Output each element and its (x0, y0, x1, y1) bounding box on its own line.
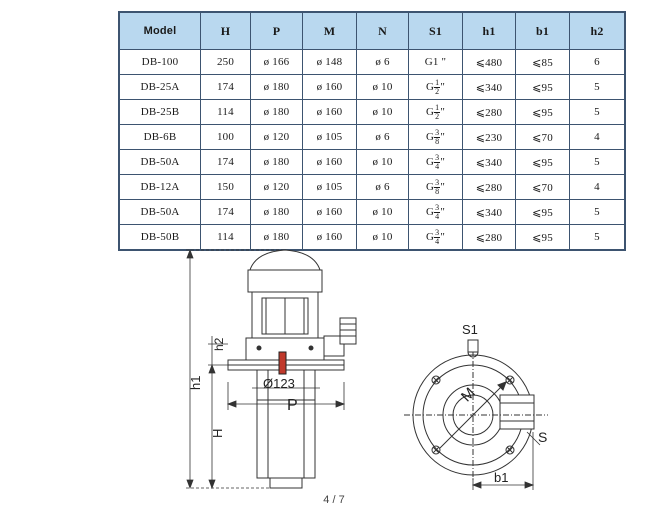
cell-h: 174 (201, 200, 251, 225)
cell-h1: ⩽340 (463, 150, 516, 175)
s1-denominator: 2 (435, 86, 440, 96)
label-P: P (287, 397, 298, 414)
s1-prefix: G (425, 180, 435, 193)
cell-n: ø 6 (357, 125, 409, 150)
pump-top-view (404, 340, 548, 480)
col-header-model: Model (119, 12, 201, 50)
cell-n: ø 6 (357, 50, 409, 75)
s1-prefix: G (425, 230, 435, 243)
pump-side-view (228, 250, 356, 488)
cell-p: ø 180 (251, 100, 303, 125)
cell-h2: 6 (570, 50, 626, 75)
cell-b1: ⩽85 (516, 50, 570, 75)
cell-h1: ⩽340 (463, 200, 516, 225)
col-header-p: P (251, 12, 303, 50)
cell-h2: 5 (570, 200, 626, 225)
cell-m: ø 105 (303, 125, 357, 150)
label-H: H (210, 428, 225, 438)
label-d123: Ø123 (263, 376, 295, 391)
cell-b1: ⩽95 (516, 75, 570, 100)
label-h2: h2 (212, 337, 226, 351)
label-M: M (457, 384, 479, 406)
col-header-h2: h2 (570, 12, 626, 50)
cell-h2: 5 (570, 75, 626, 100)
label-b1: b1 (494, 470, 509, 485)
s1-prefix: G (425, 105, 435, 118)
cell-m: ø 105 (303, 175, 357, 200)
cell-m: ø 160 (303, 200, 357, 225)
cell-p: ø 180 (251, 225, 303, 251)
s1-denominator: 4 (435, 236, 440, 246)
cell-m: ø 148 (303, 50, 357, 75)
cell-h2: 5 (570, 150, 626, 175)
col-header-m: M (303, 12, 357, 50)
s1-numerator: 3 (435, 127, 440, 137)
cell-p: ø 180 (251, 75, 303, 100)
s1-prefix: G (425, 155, 435, 168)
col-header-s1: S1 (409, 12, 463, 50)
s1-numerator: 1 (435, 77, 440, 87)
col-header-b1: b1 (516, 12, 570, 50)
cell-h: 174 (201, 150, 251, 175)
cell-model: DB-6B (119, 125, 201, 150)
cell-p: ø 180 (251, 200, 303, 225)
s1-denominator: 8 (435, 186, 440, 196)
cell-n: ø 10 (357, 150, 409, 175)
cell-model: DB-50A (119, 200, 201, 225)
cell-h: 114 (201, 225, 251, 251)
cell-n: ø 10 (357, 100, 409, 125)
cell-h2: 4 (570, 175, 626, 200)
cell-h1: ⩽280 (463, 100, 516, 125)
cell-b1: ⩽70 (516, 175, 570, 200)
s1-prefix: G1 " (424, 56, 447, 68)
s1-suffix: " (440, 205, 446, 218)
cell-h: 150 (201, 175, 251, 200)
cell-n: ø 10 (357, 75, 409, 100)
cell-b1: ⩽95 (516, 200, 570, 225)
page-number: 4 / 7 (323, 494, 345, 506)
s1-denominator: 4 (435, 211, 440, 221)
cell-h2: 5 (570, 225, 626, 251)
cell-p: ø 166 (251, 50, 303, 75)
s1-denominator: 8 (435, 136, 440, 146)
s1-suffix: " (440, 155, 446, 168)
cell-h2: 5 (570, 100, 626, 125)
cell-m: ø 160 (303, 75, 357, 100)
cell-b1: ⩽95 (516, 225, 570, 251)
s1-numerator: 1 (435, 102, 440, 112)
cell-n: ø 6 (357, 175, 409, 200)
cell-h1: ⩽230 (463, 125, 516, 150)
label-S1: S1 (462, 322, 478, 337)
cell-model: DB-50A (119, 150, 201, 175)
cell-h: 174 (201, 75, 251, 100)
s1-suffix: " (440, 105, 446, 118)
s1-prefix: G (425, 80, 435, 93)
col-header-h1: h1 (463, 12, 516, 50)
s1-numerator: 3 (435, 152, 440, 162)
cell-b1: ⩽95 (516, 100, 570, 125)
s1-numerator: 3 (435, 227, 440, 237)
cell-h1: ⩽480 (463, 50, 516, 75)
label-h1: h1 (188, 375, 203, 390)
cell-n: ø 10 (357, 225, 409, 251)
s1-numerator: 3 (435, 202, 440, 212)
col-header-n: N (357, 12, 409, 50)
cell-h: 100 (201, 125, 251, 150)
s1-suffix: " (440, 80, 446, 93)
cell-h1: ⩽280 (463, 225, 516, 251)
s1-suffix: " (440, 180, 446, 193)
cell-model: DB-12A (119, 175, 201, 200)
s1-suffix: " (440, 130, 446, 143)
label-S: S (538, 429, 548, 445)
cell-h1: ⩽340 (463, 75, 516, 100)
cell-m: ø 160 (303, 225, 357, 251)
cell-model: DB-25B (119, 100, 201, 125)
col-header-h: H (201, 12, 251, 50)
s1-numerator: 3 (435, 177, 440, 187)
s1-denominator: 4 (435, 161, 440, 171)
s1-denominator: 2 (435, 111, 440, 121)
cell-h: 250 (201, 50, 251, 75)
cell-p: ø 120 (251, 125, 303, 150)
s1-prefix: G (425, 130, 435, 143)
s1-suffix: " (440, 230, 446, 243)
s1-prefix: G (425, 205, 435, 218)
cell-h1: ⩽280 (463, 175, 516, 200)
cell-p: ø 180 (251, 150, 303, 175)
cell-m: ø 160 (303, 150, 357, 175)
cell-model: DB-50B (119, 225, 201, 251)
cell-model: DB-25A (119, 75, 201, 100)
cell-m: ø 160 (303, 100, 357, 125)
cell-h2: 4 (570, 125, 626, 150)
cell-b1: ⩽70 (516, 125, 570, 150)
cell-n: ø 10 (357, 200, 409, 225)
cell-model: DB-100 (119, 50, 201, 75)
cell-p: ø 120 (251, 175, 303, 200)
cell-h: 114 (201, 100, 251, 125)
cell-b1: ⩽95 (516, 150, 570, 175)
